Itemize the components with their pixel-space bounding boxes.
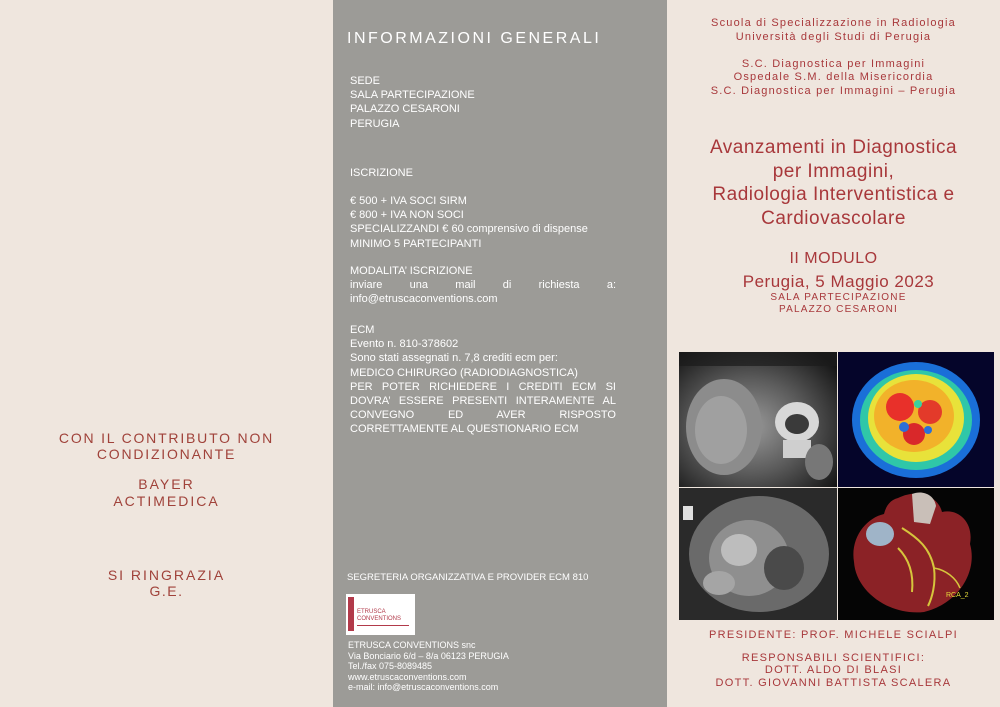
general-info-title: INFORMAZIONI GENERALI bbox=[347, 30, 602, 47]
ecm-line: MEDICO CHIRURGO (RADIODIAGNOSTICA) bbox=[350, 366, 578, 379]
ecm-block bbox=[350, 323, 616, 437]
organizer-address bbox=[348, 640, 509, 693]
etrusca-logo bbox=[346, 594, 415, 635]
title-line: Avanzamenti in Diagnostica bbox=[709, 137, 958, 158]
address-line: Via Bonciario 6/d – 8/a 06123 PERUGIA bbox=[348, 650, 509, 661]
secretariat-label: SEGRETERIA ORGANIZZATIVA E PROVIDER ECM 810 bbox=[347, 572, 589, 583]
thanks-name: G.E. bbox=[149, 583, 184, 599]
ecm-note-line: CORRETTAMENTE AL QUESTIONARIO ECM bbox=[350, 423, 579, 436]
spacer bbox=[667, 44, 1000, 58]
heart-3d-render-image bbox=[838, 488, 994, 620]
venue-line: SALA PARTECIPAZIONE bbox=[770, 292, 907, 303]
department-line: S.C. Diagnostica per Immagini bbox=[741, 57, 926, 70]
logo-text: ETRUSCA bbox=[357, 609, 386, 615]
title-line: per Immagini, bbox=[772, 160, 895, 182]
venue-line: PALAZZO CESARONI bbox=[778, 304, 899, 315]
address-line: Tel./fax 075-8089485 bbox=[348, 661, 433, 672]
contribution-heading bbox=[0, 430, 333, 462]
medical-images-collage bbox=[679, 352, 994, 620]
scientific-leads bbox=[667, 652, 1000, 689]
school-line: Scuola di Specializzazione in Radiologia bbox=[711, 17, 956, 29]
venue-line: PERUGIA bbox=[350, 117, 400, 130]
registration-method-text: inviare una mail di richiesta a: bbox=[350, 279, 616, 292]
logo-divider bbox=[357, 625, 409, 626]
price-line: € 500 + IVA SOCI SIRM bbox=[350, 195, 467, 207]
event-date: Perugia, 5 Maggio 2023 bbox=[742, 272, 935, 291]
president-line: PRESIDENTE: PROF. MICHELE SCIALPI bbox=[709, 629, 958, 641]
ecm-line: Evento n. 810-378602 bbox=[350, 338, 459, 351]
scientific-lead-name: DOTT. GIOVANNI BATTISTA SCALERA bbox=[715, 676, 952, 689]
registration-method-heading: MODALITA’ ISCRIZIONE bbox=[350, 265, 473, 277]
registration-method bbox=[350, 264, 616, 307]
perfusion-map-image bbox=[838, 352, 994, 487]
school-header bbox=[667, 17, 1000, 98]
venue-line: SALA PARTECIPAZIONE bbox=[350, 89, 475, 102]
venue-line: PALAZZO CESARONI bbox=[350, 103, 460, 116]
left-panel bbox=[0, 0, 333, 707]
logo-mark-icon bbox=[348, 597, 354, 631]
ecm-note-line: PER POTER RICHIEDERE I CREDITI ECM SI bbox=[350, 380, 616, 393]
ecm-heading: ECM bbox=[350, 324, 375, 336]
website-link[interactable]: www.etruscaconventions.com bbox=[348, 671, 467, 682]
price-line: MINIMO 5 PARTECIPANTI bbox=[350, 237, 482, 250]
email-link[interactable]: e-mail: info@etruscaconventions.com bbox=[348, 682, 499, 693]
event-title bbox=[667, 136, 1000, 230]
price-line: € 800 + IVA NON SOCI bbox=[350, 209, 464, 222]
title-line: Radiologia Interventistica e bbox=[712, 184, 955, 205]
scientific-lead-name: DOTT. ALDO DI BLASI bbox=[764, 664, 903, 677]
event-venue bbox=[667, 292, 1000, 316]
school-line: Università degli Studi di Perugia bbox=[735, 30, 932, 43]
department-line: S.C. Diagnostica per Immagini – Perugia bbox=[710, 84, 957, 97]
price-line: SPECIALIZZANDI € 60 comprensivo di dispense bbox=[350, 223, 588, 236]
image-annotation-label: RCA_2 bbox=[946, 592, 969, 599]
sponsors-list bbox=[0, 476, 333, 510]
ct-scan-image bbox=[679, 352, 837, 487]
ecm-note-line: DOVRA’ ESSERE PRESENTI INTERAMENTE AL bbox=[350, 395, 616, 408]
thanks-block bbox=[0, 567, 333, 599]
venue-block bbox=[350, 74, 475, 131]
contribution-line: CON IL CONTRIBUTO NON bbox=[58, 430, 275, 446]
module-label: II MODULO bbox=[789, 250, 878, 267]
ecm-line: Sono stati assegnati n. 7,8 crediti ecm per: bbox=[350, 352, 558, 365]
registration-prices bbox=[350, 194, 588, 251]
registration-email-link[interactable]: info@etruscaconventions.com bbox=[350, 293, 498, 306]
address-line: ETRUSCA CONVENTIONS snc bbox=[348, 640, 476, 650]
department-line: Ospedale S.M. della Misericordia bbox=[733, 71, 934, 83]
title-line: Cardiovascolare bbox=[761, 207, 906, 229]
scientific-leads-heading: RESPONSABILI SCIENTIFICI: bbox=[741, 652, 926, 664]
mri-scan-image bbox=[679, 488, 837, 620]
logo-text: CONVENTIONS bbox=[357, 616, 402, 622]
sponsor-name: BAYER bbox=[138, 476, 195, 492]
thanks-heading: SI RINGRAZIA bbox=[107, 567, 226, 583]
sponsor-name: ACTIMEDICA bbox=[113, 493, 220, 509]
contribution-line: CONDIZIONANTE bbox=[96, 446, 237, 462]
registration-heading: ISCRIZIONE bbox=[350, 167, 413, 179]
ecm-note-line: CONVEGNO ED AVER RISPOSTO bbox=[350, 409, 616, 422]
venue-line: SEDE bbox=[350, 75, 380, 87]
